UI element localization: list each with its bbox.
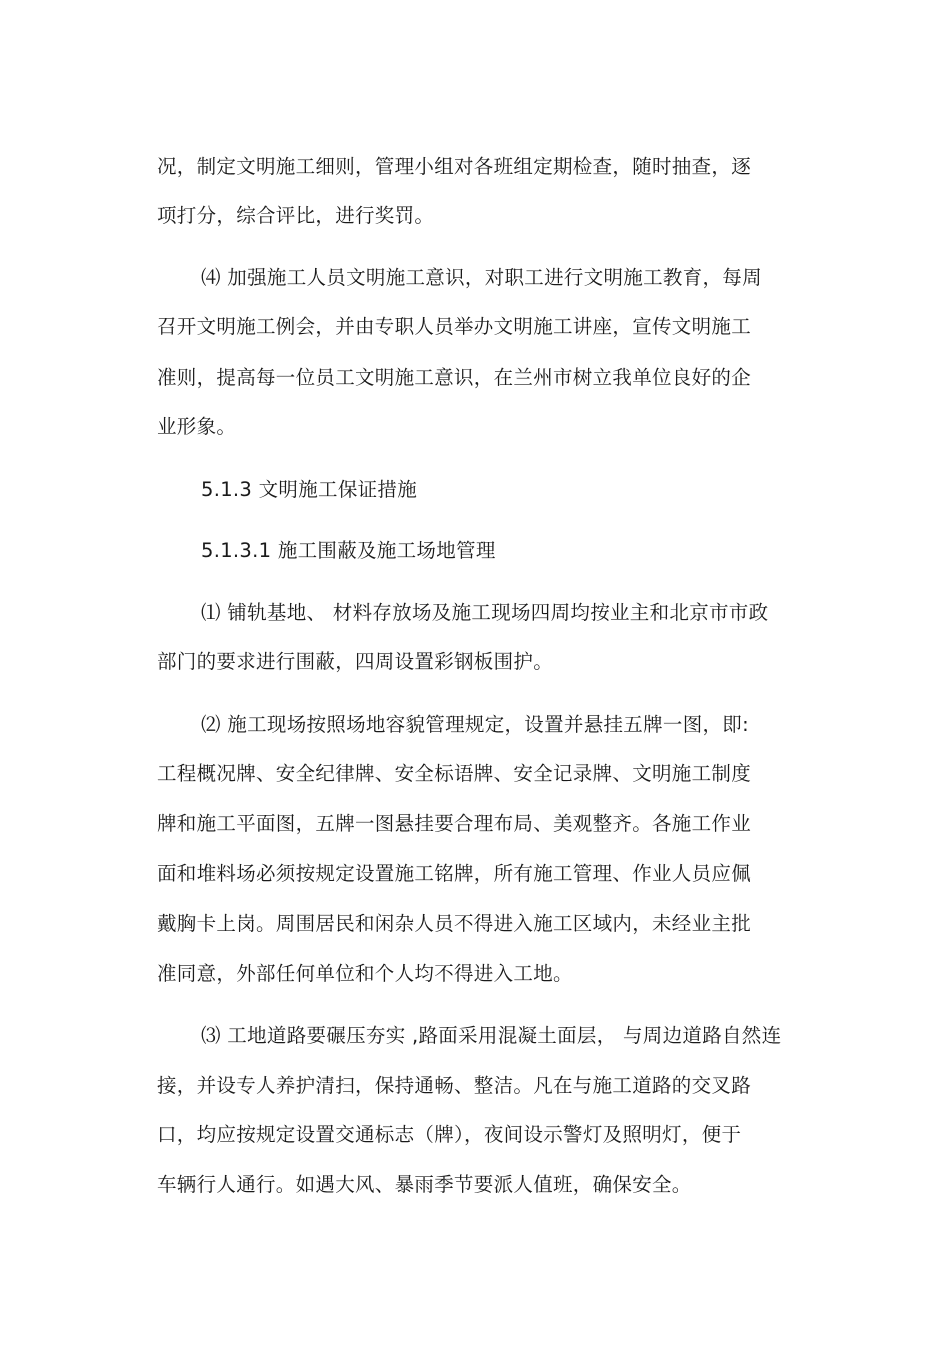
section-heading: 5.1.3 文明施工保证措施 xyxy=(201,478,418,501)
text-line: 工程概况牌、安全纪律牌、安全标语牌、安全记录牌、文明施工制度 xyxy=(157,762,752,785)
text-line: 车辆行人通行。如遇大风、暴雨季节要派人值班，确保安全。 xyxy=(157,1173,692,1196)
text-line: 准同意，外部任何单位和个人均不得进入工地。 xyxy=(157,962,573,985)
text-line: 召开文明施工例会，并由专职人员举办文明施工讲座，宣传文明施工 xyxy=(157,315,752,338)
text-line: 接，并设专人养护清扫，保持通畅、整洁。凡在与施工道路的交叉路 xyxy=(157,1074,752,1097)
text-line: 戴胸卡上岗。周围居民和闲杂人员不得进入施工区域内，未经业主批 xyxy=(157,912,752,935)
text-line: ⑴ 铺轨基地、 材料存放场及施工现场四周均按业主和北京市市政 xyxy=(201,601,769,624)
subsection-heading: 5.1.3.1 施工围蔽及施工场地管理 xyxy=(201,539,496,562)
text-line: ⑶ 工地道路要碾压夯实 ,路面采用混凝土面层， 与周边道路自然连 xyxy=(201,1024,782,1047)
text-line: 部门的要求进行围蔽，四周设置彩钢板围护。 xyxy=(157,650,554,673)
text-line: 项打分，综合评比，进行奖罚。 xyxy=(157,204,435,227)
text-line: 况，制定文明施工细则，管理小组对各班组定期检查，随时抽查，逐 xyxy=(157,155,752,178)
text-line: 口，均应按规定设置交通标志（牌），夜间设示警灯及照明灯，便于 xyxy=(157,1123,742,1146)
text-line: 面和堆料场必须按规定设置施工铭牌，所有施工管理、作业人员应佩 xyxy=(157,862,752,885)
text-line: 准则，提高每一位员工文明施工意识，在兰州市树立我单位良好的企 xyxy=(157,366,752,389)
text-line: 牌和施工平面图，五牌一图悬挂要合理布局、美观整齐。各施工作业 xyxy=(157,812,752,835)
text-line: 业形象。 xyxy=(157,415,237,438)
text-line: ⑷ 加强施工人员文明施工意识，对职工进行文明施工教育，每周 xyxy=(201,266,762,289)
text-line: ⑵ 施工现场按照场地容貌管理规定，设置并悬挂五牌一图，即: xyxy=(201,713,749,736)
